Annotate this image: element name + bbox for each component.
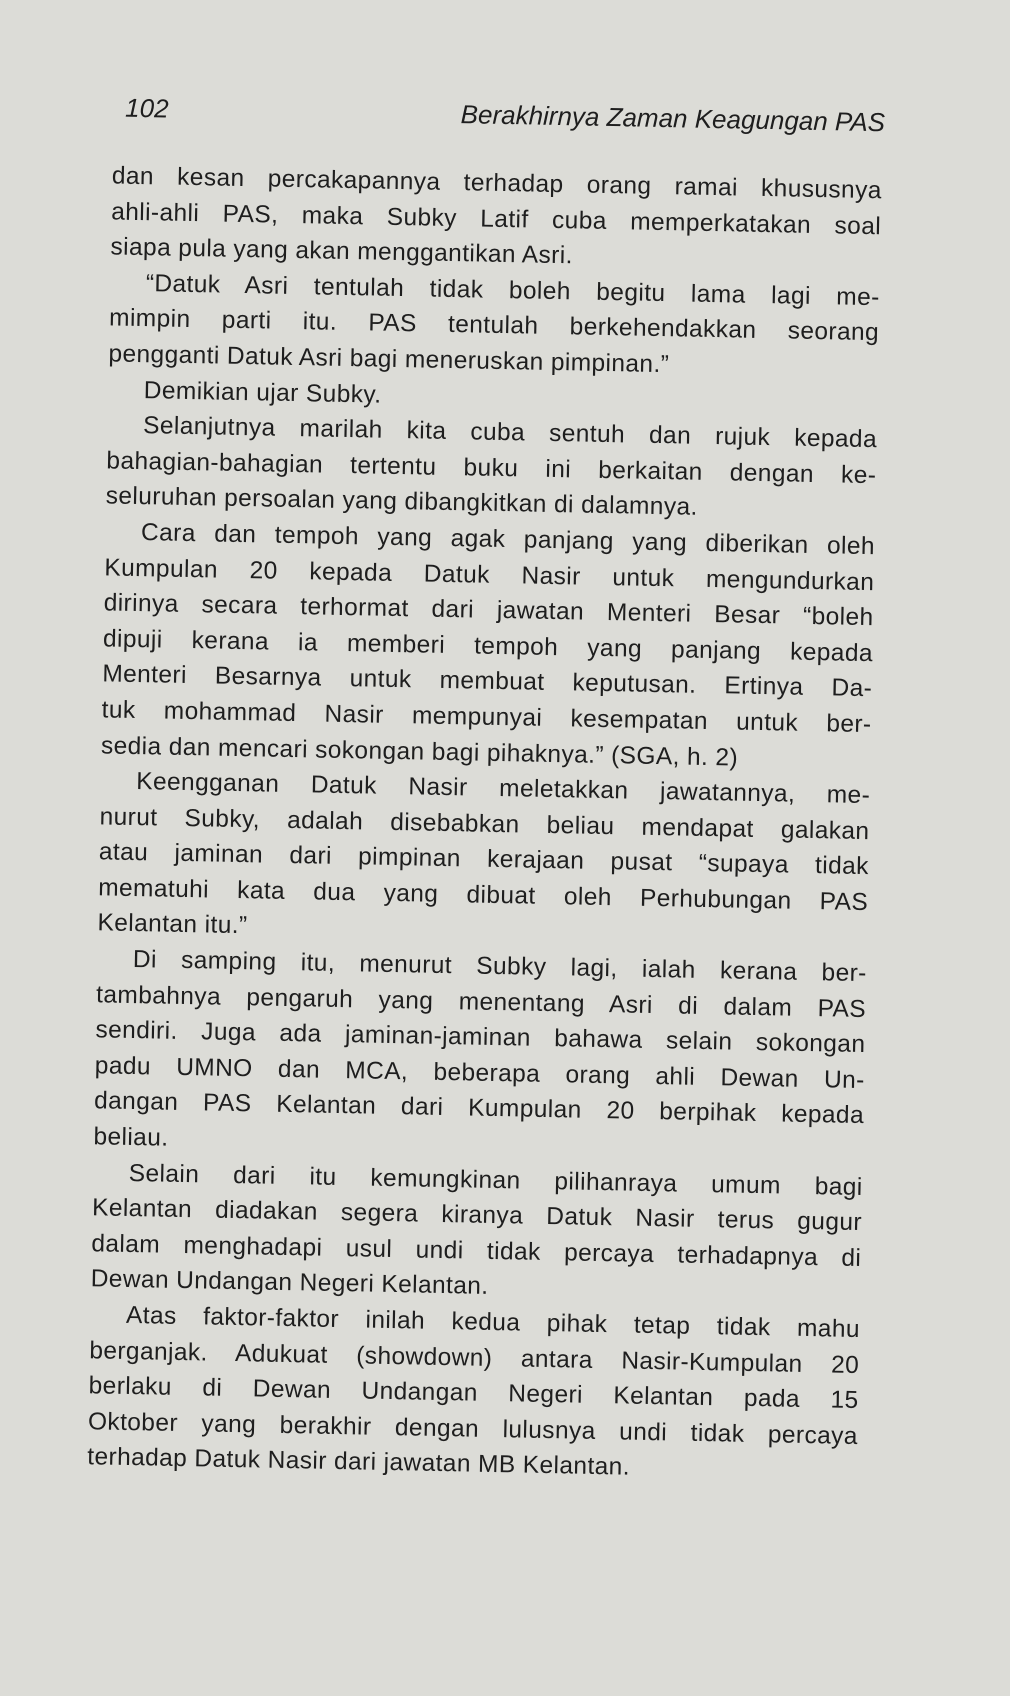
paragraph xyxy=(101,514,876,778)
text-line: ahli-ahli PAS, maka Subky Latif cuba memperkatakan soal xyxy=(110,198,882,240)
text-line: Keengganan Datuk Nasir meletakkan jawatannya, me- xyxy=(136,768,871,810)
text-line: Cara dan tempoh yang agak panjang yang diberikan oleh xyxy=(140,519,876,561)
text-line: dipuji kerana ia memberi tempoh yang panjang kepada xyxy=(102,625,874,667)
text-line: Di samping itu, menurut Subky lagi, ialah kerana ber- xyxy=(132,946,867,988)
paragraph xyxy=(93,941,867,1169)
text-line: berganjak. Adukuat (showdown) antara Nasir-Kumpulan 20 xyxy=(89,1336,860,1379)
text-line: dirinya secara terhormat dari jawatan Menteri Besar “boleh xyxy=(103,589,874,632)
text-line: Oktober yang berakhir dengan lulusnya undi tidak percaya xyxy=(87,1407,859,1450)
text-line: tuk mohammad Nasir mempunyai kesempatan untuk ber- xyxy=(101,696,872,739)
text-line: berlaku di Dewan Undangan Negeri Kelantan pada 15 xyxy=(88,1372,859,1415)
text-line: tambahnya pengaruh yang menentang Asri di dalam PAS xyxy=(95,980,867,1023)
text-line: sendiri. Juga ada jaminan-jaminan bahawa selain sokongan xyxy=(95,1016,866,1059)
text-line: Kelantan diadakan segera kiranya Datuk Nasir terus gugur xyxy=(91,1194,863,1237)
text-line: terhadap Datuk Nasir dari jawatan MB Kelantan. xyxy=(87,1443,631,1481)
text-line: Selanjutnya marilah kita cuba sentuh dan rujuk kepada xyxy=(142,412,878,454)
page-number: 102 xyxy=(124,92,169,124)
text-line: seluruhan persoalan yang dibangkitkan di dalamnya. xyxy=(105,482,698,522)
text-line: nurut Subky, adalah disebabkan beliau mendapat galakan xyxy=(99,803,870,845)
body-text xyxy=(87,158,882,1490)
paragraph xyxy=(90,1155,863,1312)
text-line: Selain dari itu kemungkinan pilihanraya umum bagi xyxy=(128,1159,863,1201)
text-line: padu UMNO dan MCA, beberapa orang ahli Dewan Un- xyxy=(94,1052,865,1094)
text-line: dalam menghadapi usul undi tidak percaya terhadapnya di xyxy=(91,1230,862,1272)
text-line: Kelantan itu.” xyxy=(97,909,248,940)
paragraph xyxy=(97,763,870,956)
running-title: Berakhirnya Zaman Keagungan PAS xyxy=(460,99,886,138)
text-line: siapa pula yang akan menggantikan Asri. xyxy=(110,233,574,270)
text-line: Menteri Besarnya untuk membuat keputusan. Ertinya Da- xyxy=(102,660,873,703)
text-line: pengganti Datuk Asri bagi meneruskan pimpinan.” xyxy=(108,340,670,379)
text-line: atau jaminan dari pimpinan kerajaan pusat “supaya tidak xyxy=(98,838,870,881)
text-line: Dewan Undangan Negeri Kelantan. xyxy=(90,1265,489,1301)
paragraph xyxy=(105,408,877,530)
paragraph xyxy=(110,158,882,280)
paragraph xyxy=(87,1297,860,1490)
text-line: beliau. xyxy=(93,1123,169,1152)
text-line: Demikian ujar Subky. xyxy=(143,376,382,409)
text-line: mimpin parti itu. PAS tentulah berkehendakkan seorang xyxy=(108,304,880,347)
text-line: dan kesan percakapannya terhadap orang ramai khususnya xyxy=(111,162,883,205)
page-header xyxy=(125,93,885,139)
text-line: mematuhi kata dua yang dibuat oleh Perhubungan PAS xyxy=(97,874,869,916)
text-line: Kumpulan 20 kepada Datuk Nasir untuk mengundurkan xyxy=(104,553,875,596)
paragraph xyxy=(108,265,880,387)
text-line: bahagian-bahagian tertentu buku ini berkaitan dengan ke- xyxy=(106,447,877,489)
text-line: Atas faktor-faktor inilah kedua pihak tetap tidak mahu xyxy=(125,1301,861,1344)
text-line: sedia dan mencari sokongan bagi pihaknya.” (SGA, h. 2) xyxy=(100,731,739,772)
text-line: dangan PAS Kelantan dari Kumpulan 20 berpihak kepada xyxy=(93,1087,865,1130)
text-line: “Datuk Asri tentulah tidak boleh begitu lama lagi me- xyxy=(145,269,880,311)
